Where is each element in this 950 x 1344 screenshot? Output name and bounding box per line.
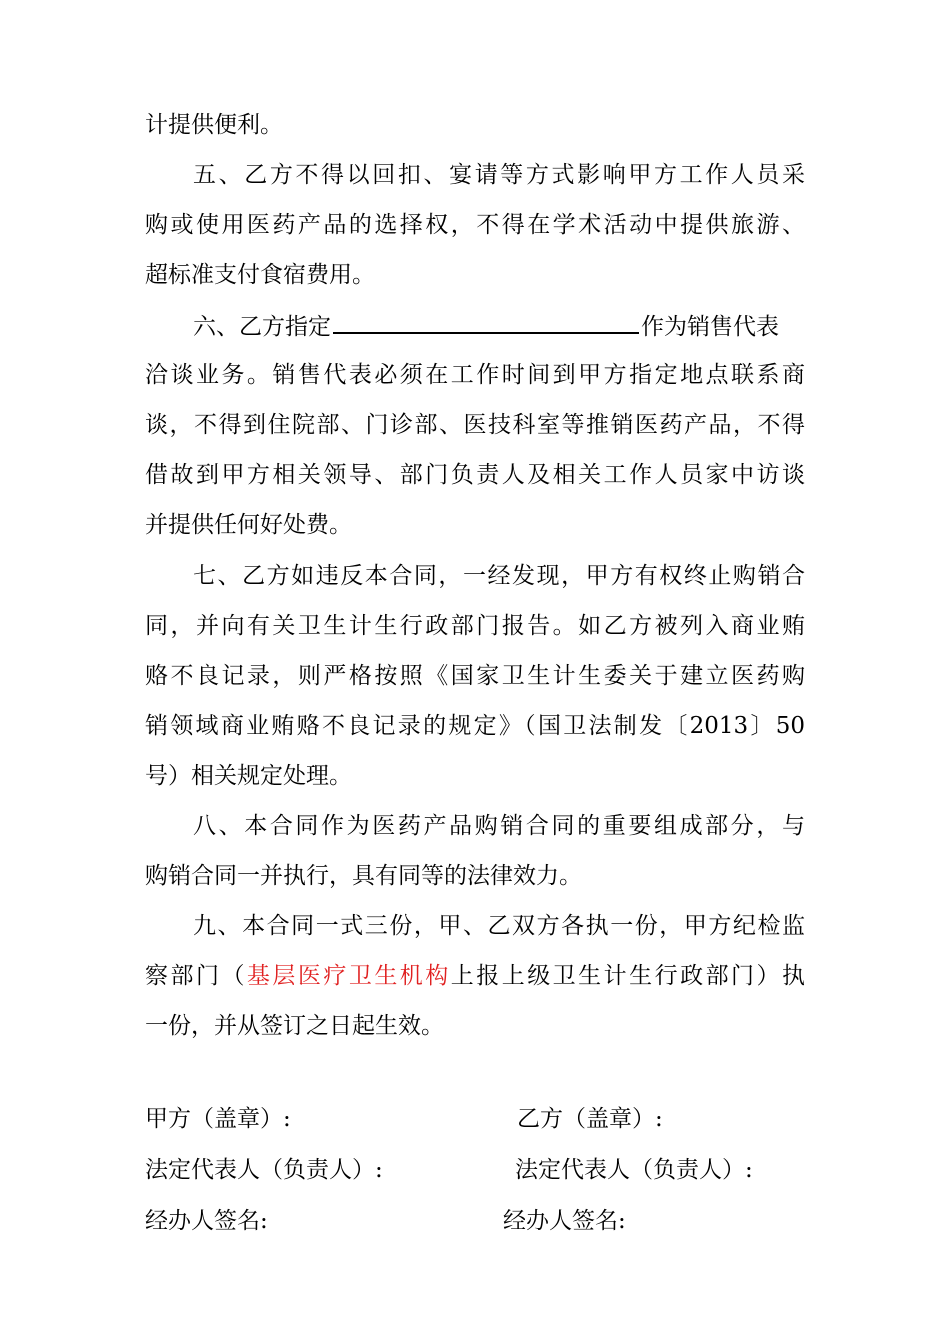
party-a-legal-rep-label: 法定代表人（负责人）: bbox=[145, 1157, 383, 1183]
paragraph-9-line-2-start: 察部门（ bbox=[145, 963, 247, 989]
paragraph-9-line-2 bbox=[145, 961, 805, 991]
paragraph-9-line-2-end: 上报上级卫生计生行政部门）执 bbox=[450, 963, 806, 989]
paragraph-6-line-3: 谈，不得到住院部、门诊部、医技科室等推销医药产品，不得 bbox=[145, 412, 805, 438]
paragraph-6-line-1 bbox=[193, 310, 779, 342]
paragraph-7-line-4: 销领域商业贿赂不良记录的规定》（国卫法制发〔2013〕50 bbox=[145, 713, 805, 739]
party-b-legal-rep-label: 法定代表人（负责人）: bbox=[515, 1157, 753, 1183]
sales-representative-blank bbox=[333, 310, 639, 334]
paragraph-4-tail: 计提供便利。 bbox=[145, 112, 283, 138]
paragraph-6-role-label: 作为销售代表 bbox=[641, 314, 779, 340]
paragraph-7-line-1: 七、乙方如违反本合同，一经发现，甲方有权终止购销合 bbox=[193, 563, 805, 589]
paragraph-8-line-1: 八、本合同作为医药产品购销合同的重要组成部分，与 bbox=[193, 813, 805, 839]
paragraph-6-line-4: 借故到甲方相关领导、部门负责人及相关工作人员家中访谈 bbox=[145, 462, 805, 488]
paragraph-9-line-1: 九、本合同一式三份，甲、乙双方各执一份，甲方纪检监 bbox=[193, 913, 805, 939]
paragraph-6-designation-label: 六、乙方指定 bbox=[193, 314, 331, 340]
paragraph-7-line-3: 赂不良记录，则严格按照《国家卫生计生委关于建立医药购 bbox=[145, 663, 805, 689]
party-a-agent-signature-label: 经办人签名: bbox=[145, 1208, 268, 1234]
paragraph-5-line-1: 五、乙方不得以回扣、宴请等方式影响甲方工作人员采 bbox=[193, 162, 805, 188]
paragraph-6-line-5: 并提供任何好处费。 bbox=[145, 512, 352, 538]
paragraph-7-line-5: 号）相关规定处理。 bbox=[145, 763, 352, 789]
paragraph-6-line-2: 洽谈业务。销售代表必须在工作时间到甲方指定地点联系商 bbox=[145, 362, 805, 388]
party-b-seal-label: 乙方（盖章）: bbox=[517, 1106, 663, 1132]
party-a-seal-label: 甲方（盖章）: bbox=[145, 1106, 291, 1132]
paragraph-7-line-2: 同，并向有关卫生计生行政部门报告。如乙方被列入商业贿 bbox=[145, 613, 805, 639]
paragraph-9-line-3: 一份，并从签订之日起生效。 bbox=[145, 1013, 444, 1039]
grassroots-institution-highlight: 基层医疗卫生机构 bbox=[246, 963, 451, 989]
party-b-agent-signature-label: 经办人签名: bbox=[503, 1208, 626, 1234]
paragraph-5-line-2: 购或使用医药产品的选择权，不得在学术活动中提供旅游、 bbox=[145, 212, 805, 238]
paragraph-5-line-3: 超标准支付食宿费用。 bbox=[145, 262, 375, 288]
paragraph-8-line-2: 购销合同一并执行，具有同等的法律效力。 bbox=[145, 863, 582, 889]
